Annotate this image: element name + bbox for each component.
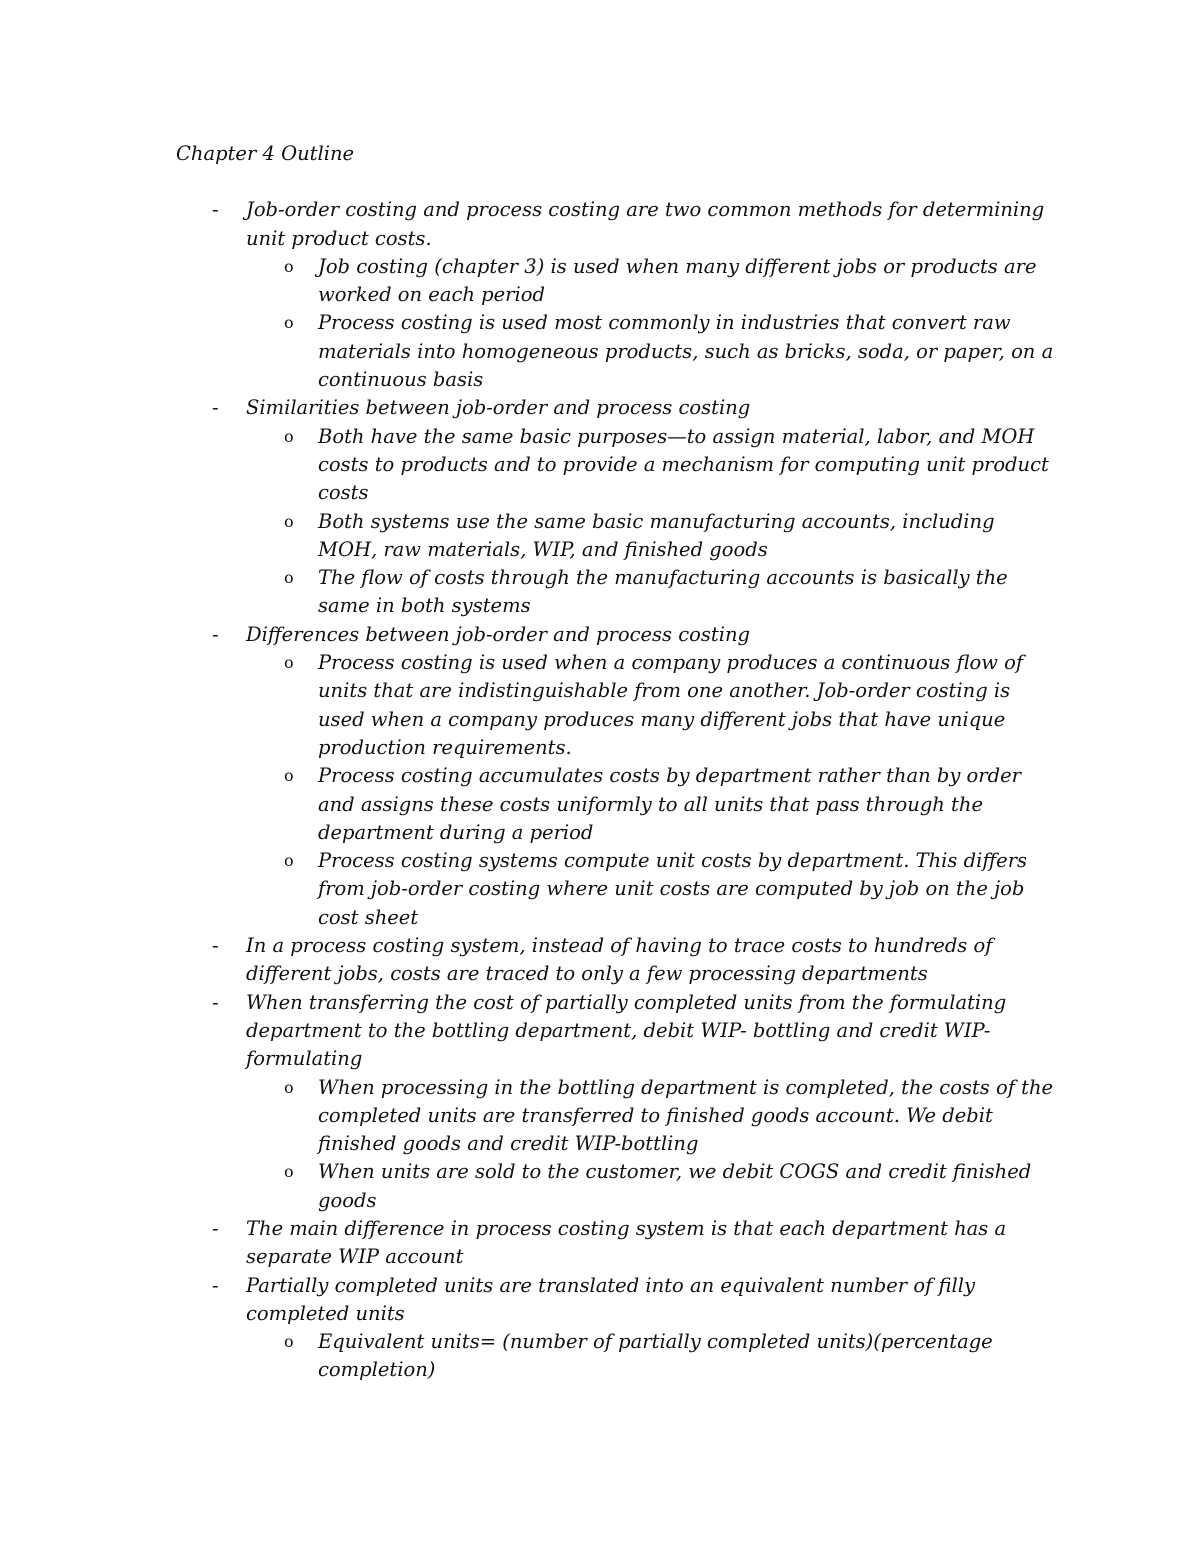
sub-outline-list — [246, 423, 1056, 621]
outline-item-text: Partially completed units are translated into an equivalent number of filly completed units — [246, 1273, 975, 1325]
sub-outline-list — [246, 649, 1056, 932]
sub-outline-item — [246, 508, 1056, 565]
outline-item-text: Differences between job-order and process costing — [246, 622, 751, 646]
circle-bullet-icon: o — [284, 766, 294, 786]
sub-outline-item — [246, 253, 1056, 310]
dash-bullet-icon: - — [212, 990, 219, 1014]
sub-outline-item-text: Process costing accumulates costs by department rather than by order and assigns these costs uniformly to all units that pass through the department during a period — [318, 764, 1021, 844]
circle-bullet-icon: o — [284, 511, 294, 531]
outline-item-text: When transferring the cost of partially completed units from the formulating department to the bottling department, debit WIP- bottling and credit WIP-formulating — [246, 990, 1007, 1071]
outline-item — [176, 1272, 1056, 1385]
sub-outline-item — [246, 564, 1056, 621]
outline-list — [176, 196, 1056, 1384]
sub-outline-list — [246, 1074, 1056, 1215]
sub-outline-item-text: Process costing is used most commonly in industries that convert raw materials into homogeneous products, such as bricks, soda, or paper, on a continuous basis — [318, 311, 1054, 392]
outline-item-text: In a process costing system, instead of having to trace costs to hundreds of different jobs, costs are traced to only a few processing departments — [246, 934, 993, 986]
circle-bullet-icon: o — [284, 256, 294, 276]
circle-bullet-icon: o — [284, 1332, 294, 1352]
sub-outline-item — [246, 309, 1056, 394]
sub-outline-item — [246, 1158, 1056, 1215]
document-content — [176, 140, 1056, 1385]
circle-bullet-icon: o — [284, 426, 294, 446]
sub-outline-item-text: Job costing (chapter 3) is used when many different jobs or products are worked on each period — [318, 254, 1037, 307]
sub-outline-item — [246, 423, 1056, 508]
circle-bullet-icon: o — [284, 1077, 294, 1097]
outline-item — [176, 621, 1056, 932]
sub-outline-item-text: When processing in the bottling department is completed, the costs of the completed units are transferred to finished goods account. We debit finished goods and credit WIP-bottling — [318, 1075, 1054, 1156]
outline-item-text: The main difference in process costing system is that each department has a separate WIP account — [246, 1216, 1007, 1269]
sub-outline-item — [246, 649, 1056, 762]
outline-item-text: Similarities between job-order and process costing — [246, 396, 751, 420]
circle-bullet-icon: o — [284, 313, 294, 333]
dash-bullet-icon: - — [212, 396, 219, 420]
dash-bullet-icon: - — [212, 1216, 219, 1240]
outline-item — [176, 1215, 1056, 1272]
sub-outline-item — [246, 1328, 1056, 1385]
circle-bullet-icon: o — [284, 568, 294, 588]
sub-outline-list — [246, 253, 1056, 394]
sub-outline-item — [246, 1074, 1056, 1159]
dash-bullet-icon: - — [212, 934, 219, 958]
sub-outline-item-text: When units are sold to the customer, we debit COGS and credit finished goods — [318, 1160, 1032, 1212]
sub-outline-list — [246, 1328, 1056, 1385]
sub-outline-item-text: Process costing systems compute unit costs by department. This differs from job-order costing where unit costs are computed by job on the job cost sheet — [318, 849, 1028, 929]
circle-bullet-icon: o — [284, 1162, 294, 1182]
outline-item — [176, 932, 1056, 989]
sub-outline-item-text: Both systems use the same basic manufacturing accounts, including MOH, raw materials, WIP, and finished goods — [318, 509, 995, 561]
sub-outline-item — [246, 762, 1056, 847]
dash-bullet-icon: - — [212, 198, 219, 222]
circle-bullet-icon: o — [284, 851, 294, 871]
document-title: Chapter 4 Outline — [176, 142, 355, 165]
sub-outline-item-text: Both have the same basic purposes—to assign material, labor, and MOH costs to products and to provide a mechanism for computing unit product costs — [318, 424, 1049, 505]
outline-item — [176, 196, 1056, 394]
sub-outline-item-text: The flow of costs through the manufacturing accounts is basically the same in both systems — [318, 566, 1008, 618]
outline-item-text: Job-order costing and process costing are two common methods for determining unit product costs. — [246, 198, 1045, 250]
outline-item — [176, 989, 1056, 1215]
circle-bullet-icon: o — [284, 653, 294, 673]
dash-bullet-icon: - — [212, 1273, 219, 1297]
sub-outline-item — [246, 847, 1056, 932]
dash-bullet-icon: - — [212, 622, 219, 646]
sub-outline-item-text: Process costing is used when a company produces a continuous flow of units that are indistinguishable from one another. Job-order costing is used when a company produces many different jobs that have unique production requirements. — [318, 651, 1024, 759]
outline-item — [176, 394, 1056, 620]
sub-outline-item-text: Equivalent units= (number of partially completed units)(percentage completion) — [318, 1330, 993, 1382]
